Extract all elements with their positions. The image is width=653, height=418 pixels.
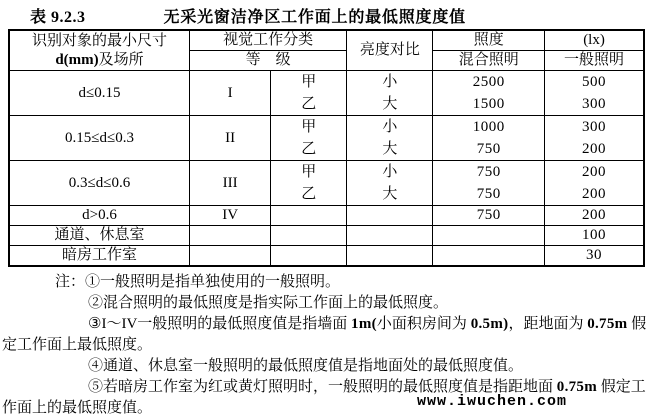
contrast-line: 小 (382, 164, 398, 180)
contrast-line: 大 (382, 186, 398, 202)
cell-mixed (433, 246, 545, 267)
illuminance-table (8, 29, 645, 267)
table-caption (0, 0, 653, 26)
note-text-segment: 假定工作面上最低照度。 (2, 316, 647, 353)
note-text-segment: 1m( (351, 316, 377, 332)
cell-grade: I (190, 71, 271, 116)
note-text-segment: ③I～IV一般照明的最低照度值是指墙面 (88, 316, 352, 332)
cell-subgrade (271, 161, 347, 206)
cell-contrast (347, 246, 433, 267)
header-general: 一般照明 (545, 51, 644, 71)
contrast-line: 大 (382, 141, 398, 157)
general-value: 300 (582, 96, 607, 112)
cell-general (545, 116, 644, 161)
table-row-d-gt-06 (9, 206, 644, 226)
cell-subgrade (271, 246, 347, 267)
subgrade-line: 乙 (301, 186, 317, 202)
header-min-size (9, 30, 190, 71)
header-row-1 (9, 30, 644, 51)
note-text-segment: 0.75m (556, 379, 598, 395)
note-line-4 (2, 356, 651, 377)
cell-general: 30 (545, 246, 644, 267)
cell-mixed (433, 226, 545, 246)
note-text-segment: 小面积房间为 (376, 316, 471, 332)
general-value: 200 (582, 164, 607, 180)
header-grade: 等 级 (190, 51, 347, 71)
cell-grade: II (190, 116, 271, 161)
note-text-segment: ，距地面为 (508, 316, 588, 332)
cell-size: d>0.6 (9, 206, 190, 226)
contrast-line: 小 (382, 119, 398, 135)
note-text-segment: 注：①一般照明是指单独使用的一般照明。 (55, 274, 341, 290)
cell-contrast (347, 71, 433, 116)
cell-mixed (433, 71, 545, 116)
subgrade-line: 甲 (301, 164, 317, 180)
cell-subgrade (271, 71, 347, 116)
cell-general (545, 161, 644, 206)
table-row-group-2 (9, 116, 644, 161)
note-text-segment: ④通道、休息室一般照明的最低照度值是指地面处的最低照度值。 (88, 358, 524, 374)
cell-size: 通道、休息室 (9, 226, 190, 246)
general-value: 200 (582, 186, 607, 202)
subgrade-line: 乙 (301, 141, 317, 157)
cell-grade: IV (190, 206, 271, 226)
header-min-size-line2 (10, 51, 189, 70)
mixed-value: 1500 (472, 96, 505, 112)
subgrade-line: 乙 (301, 96, 317, 112)
cell-contrast (347, 116, 433, 161)
note-text-segment: ⑤若暗房工作室为红或黄灯照明时，一般照明的最低照度值是指距地面 (88, 379, 557, 395)
cell-mixed (433, 161, 545, 206)
table-row-group-3 (9, 161, 644, 206)
table-row-group-1 (9, 71, 644, 116)
cell-mixed (433, 116, 545, 161)
contrast-line: 大 (382, 96, 398, 112)
cell-general: 100 (545, 226, 644, 246)
note-line-1 (2, 272, 651, 293)
cell-grade (190, 246, 271, 267)
note-text-segment: ②混合照明的最低照度是指实际工作面上的最低照度。 (88, 295, 449, 311)
cell-subgrade (271, 226, 347, 246)
header-contrast: 亮度对比 (347, 30, 433, 71)
note-text-segment: 假定工作面上的最低照度值。 (2, 379, 646, 416)
mixed-value: 2500 (472, 74, 505, 90)
mixed-value: 1000 (472, 119, 505, 135)
table-row-darkroom (9, 246, 644, 267)
note-line-2 (2, 293, 651, 314)
page-title: 无采光窗洁净区工作面上的最低照度度值 (163, 9, 466, 26)
subgrade-line: 甲 (301, 74, 317, 90)
cell-size: 暗房工作室 (9, 246, 190, 267)
mixed-value: 750 (476, 186, 501, 202)
header-visual-class: 视觉工作分类 (190, 30, 347, 51)
header-size-rest: 及场所 (98, 51, 144, 68)
general-value: 500 (582, 74, 607, 90)
general-value: 200 (582, 141, 607, 157)
cell-contrast (347, 161, 433, 206)
note-text-segment: 0.75m (587, 316, 628, 332)
note-text-segment: 0.5m) (470, 316, 509, 332)
mixed-value: 750 (476, 164, 501, 180)
cell-size: 0.15≤d≤0.3 (9, 116, 190, 161)
cell-contrast (347, 206, 433, 226)
cell-size: 0.3≤d≤0.6 (9, 161, 190, 206)
cell-grade: III (190, 161, 271, 206)
cell-mixed: 750 (433, 206, 545, 226)
header-min-size-line1: 识别对象的最小尺寸 (32, 32, 168, 49)
mixed-value: 750 (476, 141, 501, 157)
watermark-text: www.iwuchen.com (417, 393, 568, 410)
table-row-corridor (9, 226, 644, 246)
note-line-3 (2, 314, 651, 356)
header-unit: (lx) (545, 30, 644, 51)
cell-grade (190, 226, 271, 246)
header-illuminance: 照度 (433, 30, 545, 51)
contrast-line: 小 (382, 74, 398, 90)
cell-general (545, 71, 644, 116)
cell-size: d≤0.15 (9, 71, 190, 116)
cell-general: 200 (545, 206, 644, 226)
table-number: 表 9.2.3 (30, 9, 86, 26)
cell-subgrade (271, 116, 347, 161)
header-mixed: 混合照明 (433, 51, 545, 71)
general-value: 300 (582, 119, 607, 135)
cell-contrast (347, 226, 433, 246)
cell-subgrade (271, 206, 347, 226)
subgrade-line: 甲 (301, 119, 317, 135)
header-size-symbol: d(mm) (55, 51, 99, 68)
